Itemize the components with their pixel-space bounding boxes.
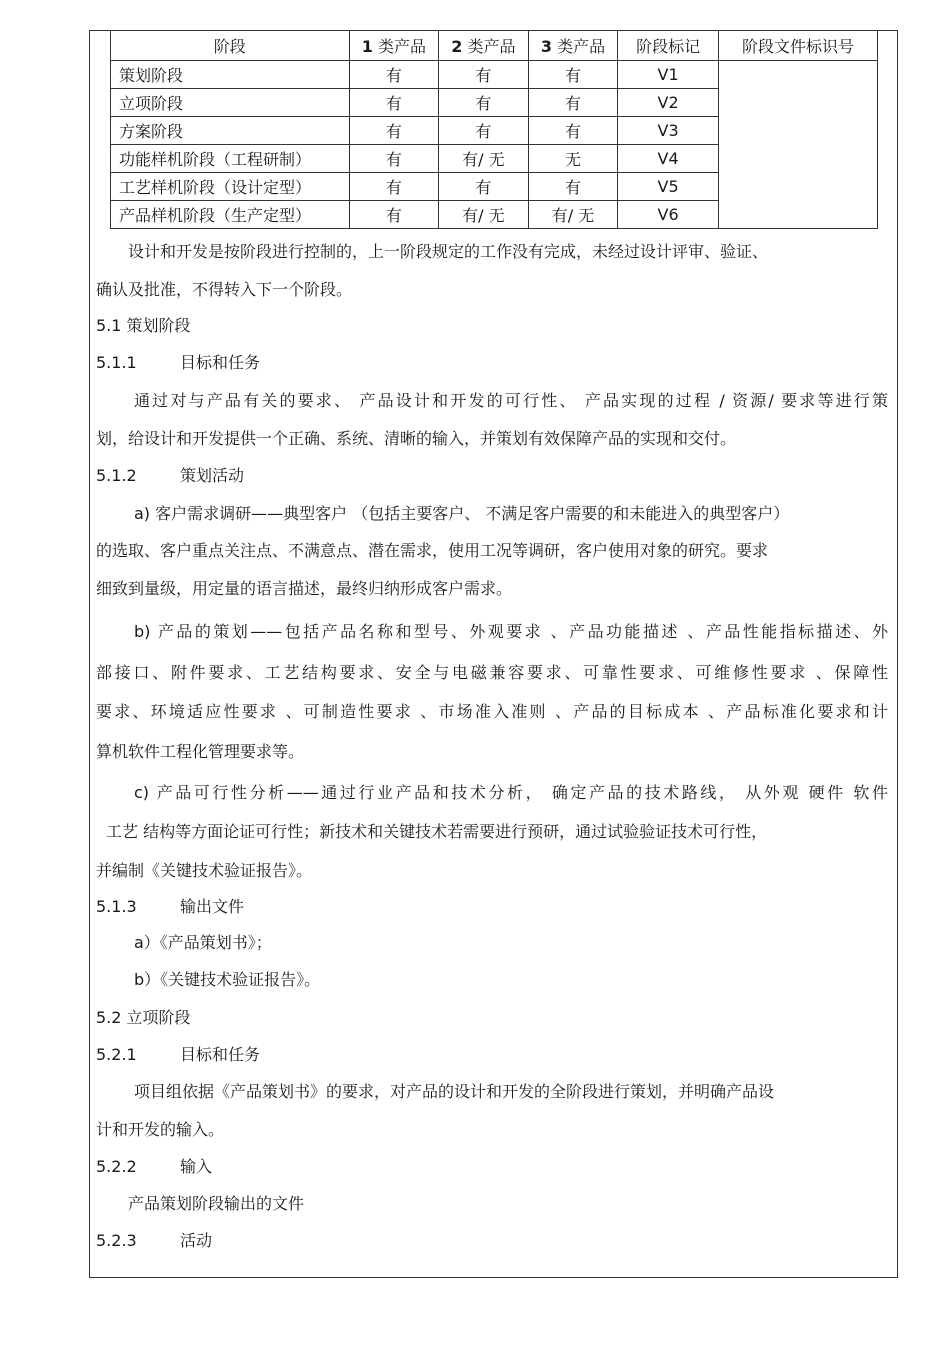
class3-cell: 有/ 无: [528, 201, 618, 229]
subsection-title: 活动: [180, 1231, 213, 1250]
subsection-title: 输入: [180, 1157, 213, 1176]
class2-cell: 有: [439, 89, 529, 117]
paragraph-line: 要求、环境适应性要求 、可制造性要求 、市场准入准则 、产品的目标成本 、产品标准化要求和计: [96, 702, 888, 721]
subsection-number: 5.2.1: [96, 1045, 137, 1064]
paragraph-line: 工艺 结构等方面论证可行性；新技术和关键技术若需要进行预研，通过试验验证技术可行性，: [106, 822, 768, 841]
intro-line: 设计和开发是按阶段进行控制的，上一阶段规定的工作没有完成，未经过设计评审、验证、: [128, 242, 769, 261]
paragraph-line: b) 产品的策划——包括产品名称和型号、外观要求 、产品功能描述 、产品性能指标描述、外: [134, 622, 888, 641]
mark-cell: V3: [618, 117, 719, 145]
mark-cell: V5: [618, 173, 719, 201]
stage-name: 方案阶段: [111, 117, 350, 145]
mark-cell: V4: [618, 145, 719, 173]
subsection-number: 5.1.1: [96, 353, 137, 372]
class2-cell: 有/ 无: [439, 145, 529, 173]
stage-name: 产品样机阶段（生产定型）: [111, 201, 350, 229]
paragraph-line: 部接口、附件要求、工艺结构要求、安全与电磁兼容要求、可靠性要求、可维修性要求 、保障性: [96, 663, 888, 682]
subsection-title: 目标和任务: [180, 353, 261, 372]
class1-cell: 有: [349, 145, 439, 173]
intro-line: 确认及批准，不得转入下一个阶段。: [96, 280, 353, 299]
section-heading-5-1: 5.1 策划阶段: [96, 316, 191, 335]
output-item: b）《关键技术验证报告》。: [134, 970, 321, 989]
subsection-number: 5.1.3: [96, 897, 137, 916]
doc-id-cell: [718, 61, 877, 229]
stage-name: 策划阶段: [111, 61, 350, 89]
subsection-title: 目标和任务: [180, 1045, 261, 1064]
header-stage: 阶段: [111, 31, 350, 61]
stage-name: 立项阶段: [111, 89, 350, 117]
section-heading-5-2: 5.2 立项阶段: [96, 1008, 191, 1027]
subsection-number: 5.2.2: [96, 1157, 137, 1176]
paragraph-line: c) 产品可行性分析——通过行业产品和技术分析， 确定产品的技术路线， 从外观 硬件 软件: [134, 783, 888, 802]
paragraph-line: 细致到量级，用定量的语言描述，最终归纳形成客户需求。: [96, 579, 513, 598]
class1-cell: 有: [349, 61, 439, 89]
paragraph-line: 并编制《关键技术验证报告》。: [96, 861, 313, 880]
header-mark: 阶段标记: [618, 31, 719, 61]
class1-cell: 有: [349, 201, 439, 229]
output-item: a）《产品策划书》；: [134, 933, 272, 952]
class3-cell: 有: [528, 89, 618, 117]
paragraph-line: 通过对与产品有关的要求、 产品设计和开发的可行性、 产品实现的过程 / 资源/ 要求等进行策: [134, 391, 888, 410]
class1-cell: 有: [349, 89, 439, 117]
header-doc-id: 阶段文件标识号: [718, 31, 877, 61]
paragraph-line: 项目组依据《产品策划书》的要求，对产品的设计和开发的全阶段进行策划，并明确产品设: [134, 1082, 775, 1101]
stage-table: [110, 30, 878, 229]
class2-cell: 有/ 无: [439, 201, 529, 229]
subsection-number: 5.1.2: [96, 466, 137, 485]
class2-cell: 有: [439, 61, 529, 89]
mark-cell: V6: [618, 201, 719, 229]
paragraph-line: 算机软件工程化管理要求等。: [96, 742, 305, 761]
table-row: [111, 61, 878, 89]
stage-name: 功能样机阶段（工程研制）: [111, 145, 350, 173]
header-class2: 2 类产品: [439, 31, 529, 61]
mark-cell: V2: [618, 89, 719, 117]
subsection-number: 5.2.3: [96, 1231, 137, 1250]
class3-cell: 有: [528, 61, 618, 89]
subsection-title: 输出文件: [180, 897, 245, 916]
paragraph-line: a) 客户需求调研——典型客户 （包括主要客户、 不满足客户需要的和未能进入的典型客户）: [134, 504, 790, 523]
header-class1: 1 类产品: [349, 31, 439, 61]
subsection-title: 策划活动: [180, 466, 245, 485]
class3-cell: 有: [528, 117, 618, 145]
class2-cell: 有: [439, 117, 529, 145]
class3-cell: 有: [528, 173, 618, 201]
paragraph-line: 产品策划阶段输出的文件: [128, 1194, 305, 1213]
header-class3: 3 类产品: [528, 31, 618, 61]
class1-cell: 有: [349, 117, 439, 145]
paragraph-line: 计和开发的输入。: [96, 1120, 225, 1139]
class2-cell: 有: [439, 173, 529, 201]
paragraph-line: 的选取、客户重点关注点、不满意点、潜在需求，使用工况等调研，客户使用对象的研究。要求: [96, 541, 769, 560]
class1-cell: 有: [349, 173, 439, 201]
mark-cell: V1: [618, 61, 719, 89]
paragraph-line: 划，给设计和开发提供一个正确、系统、清晰的输入，并策划有效保障产品的实现和交付。: [96, 429, 737, 448]
stage-name: 工艺样机阶段（设计定型）: [111, 173, 350, 201]
table-header-row: [111, 31, 878, 61]
class3-cell: 无: [528, 145, 618, 173]
